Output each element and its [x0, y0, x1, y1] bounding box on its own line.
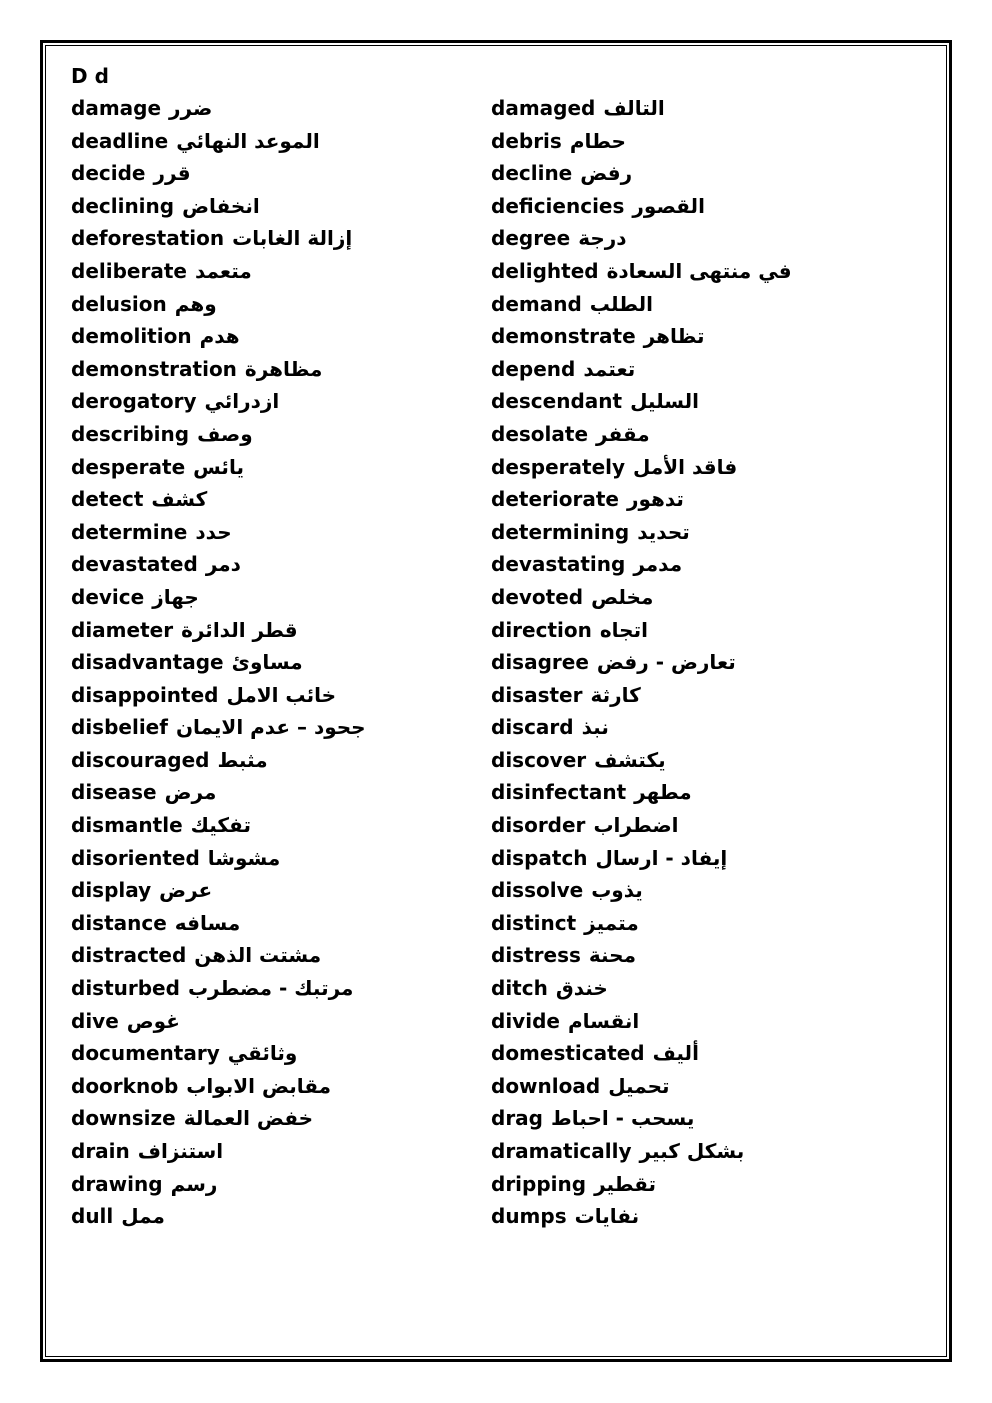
arabic-translation: فاقد الأمل — [633, 454, 738, 479]
arabic-translation: مقفر — [596, 421, 650, 446]
vocab-entry — [491, 616, 901, 649]
vocab-entry — [71, 322, 481, 355]
arabic-translation: خندق — [555, 976, 608, 1001]
arabic-translation: حطام — [569, 128, 626, 153]
arabic-translation: السليل — [630, 389, 699, 414]
vocab-entry — [491, 1039, 901, 1072]
arabic-translation: مقابض الابواب — [186, 1073, 332, 1098]
arabic-translation: يسحب - احباط — [551, 1106, 695, 1131]
section-heading: D d — [71, 64, 109, 88]
english-word: dull — [71, 1204, 114, 1229]
arabic-translation: مشتت الذهن — [194, 943, 322, 968]
arabic-translation: بشكل كبير — [639, 1139, 745, 1163]
arabic-translation: حدد — [195, 519, 232, 544]
vocab-entry — [71, 1007, 481, 1040]
arabic-translation: وصف — [197, 421, 253, 446]
english-word: descendant — [491, 389, 623, 414]
english-word: desperate — [71, 454, 186, 479]
vocab-entry — [71, 681, 481, 714]
arabic-translation: انخفاض — [182, 193, 260, 218]
arabic-translation: كشف — [151, 487, 208, 512]
vocab-entry — [491, 811, 901, 844]
english-word: describing — [71, 421, 190, 446]
arabic-translation: إيفاد - ارسال — [595, 845, 728, 870]
arabic-translation: ممل — [121, 1204, 165, 1229]
english-word: doorknob — [71, 1073, 179, 1098]
english-word: debris — [491, 128, 562, 153]
vocab-entry — [71, 290, 481, 323]
arabic-translation: يكتشف — [594, 747, 666, 772]
arabic-translation: قرر — [153, 161, 191, 186]
vocab-entry — [491, 387, 901, 420]
vocab-entry — [71, 1170, 481, 1203]
english-word: deficiencies — [491, 193, 625, 218]
arabic-translation: نبذ — [581, 715, 609, 740]
arabic-translation: تدهور — [626, 487, 684, 512]
english-word: desolate — [491, 421, 589, 446]
arabic-translation: مخلص — [591, 584, 654, 609]
english-word: dispatch — [491, 845, 588, 870]
arabic-translation: القصور — [632, 193, 705, 218]
vocab-entry — [491, 1104, 901, 1137]
vocab-entry — [71, 550, 481, 583]
vocab-entry — [71, 909, 481, 942]
arabic-translation: رسم — [170, 1171, 218, 1196]
english-word: declining — [71, 193, 175, 218]
vocab-entry — [491, 746, 901, 779]
vocab-entry — [491, 127, 901, 160]
vocab-entry — [491, 1137, 901, 1170]
vocab-entry — [71, 583, 481, 616]
arabic-translation: وثائقي — [227, 1041, 298, 1066]
arabic-translation: جحود – عدم الايمان — [175, 715, 366, 740]
english-word: discard — [491, 715, 574, 740]
english-word: demonstrate — [491, 324, 636, 349]
arabic-translation: محنة — [588, 943, 636, 968]
vocab-entry — [71, 648, 481, 681]
arabic-translation: دمر — [205, 552, 241, 577]
arabic-translation: مرض — [164, 780, 217, 805]
english-word: domesticated — [491, 1041, 645, 1066]
vocab-entry — [491, 648, 901, 681]
vocab-entry — [71, 1137, 481, 1170]
arabic-translation: مساوئ — [231, 650, 303, 675]
arabic-translation: تعتمد — [583, 356, 636, 381]
arabic-translation: قطر الدائرة — [181, 617, 298, 642]
arabic-translation: ضرر — [169, 96, 213, 120]
english-word: device — [71, 584, 145, 609]
english-word: devastating — [491, 552, 626, 577]
arabic-translation: أليف — [652, 1041, 699, 1066]
vocab-entry — [71, 453, 481, 486]
arabic-translation: خفض العمالة — [183, 1106, 314, 1131]
arabic-translation: يذوب — [591, 878, 643, 903]
english-word: dumps — [491, 1204, 567, 1229]
arabic-translation: مدمر — [633, 552, 683, 577]
english-word: damage — [71, 96, 162, 120]
english-word: divide — [491, 1008, 560, 1033]
english-word: deteriorate — [491, 487, 619, 512]
vocab-entry — [491, 420, 901, 453]
vocab-entry — [71, 192, 481, 225]
english-word: devoted — [491, 584, 584, 609]
vocab-entry — [71, 746, 481, 779]
arabic-translation: تحديد — [637, 519, 690, 544]
vocab-entry — [71, 876, 481, 909]
english-word: distance — [71, 910, 167, 935]
english-word: disappointed — [71, 682, 219, 707]
arabic-translation: تظاهر — [643, 324, 705, 349]
vocab-entry — [71, 1039, 481, 1072]
vocab-entry — [71, 387, 481, 420]
vocab-entry — [71, 127, 481, 160]
english-word: detect — [71, 487, 144, 512]
arabic-translation: مرتبك - مضطرب — [187, 976, 354, 1001]
english-word: disinfectant — [491, 780, 627, 805]
english-word: display — [71, 878, 152, 903]
vocab-entry — [71, 778, 481, 811]
english-word: delighted — [491, 258, 599, 283]
vocab-entry — [491, 1202, 901, 1235]
vocab-entry — [491, 583, 901, 616]
arabic-translation: إزالة الغابات — [232, 226, 353, 251]
arabic-translation: عرض — [159, 878, 213, 903]
english-word: damaged — [491, 96, 596, 120]
english-word: dripping — [491, 1171, 587, 1196]
arabic-translation: مشوشا — [207, 845, 281, 870]
vocab-entry — [71, 941, 481, 974]
arabic-translation: اتجاه — [599, 617, 648, 642]
vocab-entry — [491, 1072, 901, 1105]
vocab-entry — [491, 550, 901, 583]
arabic-translation: مطهر — [634, 780, 692, 805]
english-word: disease — [71, 780, 157, 805]
english-word: determining — [491, 519, 630, 544]
vocab-entry — [491, 1170, 901, 1203]
vocab-entry — [71, 159, 481, 192]
english-word: discover — [491, 747, 587, 772]
english-word: diameter — [71, 617, 174, 642]
vocab-entry — [71, 355, 481, 388]
vocab-entry — [71, 616, 481, 649]
arabic-translation: الطلب — [589, 291, 653, 316]
arabic-translation: نفايات — [574, 1204, 640, 1229]
english-word: decide — [71, 161, 146, 186]
english-word: distracted — [71, 943, 187, 968]
english-word: determine — [71, 519, 188, 544]
arabic-translation: متعمد — [194, 258, 252, 283]
arabic-translation: تفكيك — [190, 813, 251, 838]
english-word: dramatically — [491, 1139, 632, 1163]
arabic-translation: ازدرائي — [204, 389, 280, 414]
vocab-entry — [71, 811, 481, 844]
english-word: dismantle — [71, 813, 183, 838]
arabic-translation: رفض — [580, 161, 633, 186]
english-word: desperately — [491, 454, 626, 479]
english-word: downsize — [71, 1106, 176, 1131]
english-word: discouraged — [71, 747, 210, 772]
arabic-translation: مسافه — [174, 910, 241, 935]
english-word: download — [491, 1073, 601, 1098]
english-word: devastated — [71, 552, 198, 577]
arabic-translation: الموعد النهائي — [176, 128, 320, 153]
vocab-entry — [71, 518, 481, 551]
english-word: ditch — [491, 976, 548, 1001]
vocab-entry — [491, 681, 901, 714]
english-word: demonstration — [71, 356, 237, 381]
arabic-translation: كارثة — [590, 682, 641, 707]
english-word: disoriented — [71, 845, 200, 870]
vocab-entry — [491, 355, 901, 388]
vocab-entry — [491, 485, 901, 518]
english-word: drawing — [71, 1171, 163, 1196]
english-word: demand — [491, 291, 582, 316]
arabic-translation: هدم — [199, 324, 240, 349]
vocab-entry — [491, 290, 901, 323]
vocab-entry — [71, 844, 481, 877]
english-word: decline — [491, 161, 573, 186]
arabic-translation: تحميل — [608, 1073, 670, 1098]
english-word: disadvantage — [71, 650, 224, 675]
english-word: delusion — [71, 291, 167, 316]
vocab-entry — [71, 713, 481, 746]
vocab-entry — [491, 224, 901, 257]
vocab-entry — [71, 224, 481, 257]
vocab-entry — [71, 1072, 481, 1105]
vocab-entry — [491, 1007, 901, 1040]
arabic-translation: اضطراب — [593, 813, 679, 838]
arabic-translation: استنزاف — [137, 1139, 224, 1163]
arabic-translation: انقسام — [567, 1008, 640, 1033]
english-word: distress — [491, 943, 581, 968]
arabic-translation: درجة — [578, 226, 627, 251]
arabic-translation: غوص — [126, 1008, 180, 1033]
english-word: demolition — [71, 324, 192, 349]
english-word: derogatory — [71, 389, 197, 414]
vocab-entry — [71, 1104, 481, 1137]
arabic-translation: خائب الامل — [226, 682, 337, 707]
arabic-translation: جهاز — [152, 584, 199, 609]
vocab-entry — [491, 192, 901, 225]
english-word: disbelief — [71, 715, 168, 740]
english-word: drag — [491, 1106, 543, 1131]
vocab-entry — [491, 876, 901, 909]
english-word: disorder — [491, 813, 586, 838]
vocab-entry — [491, 941, 901, 974]
arabic-translation: يائس — [193, 454, 244, 479]
arabic-translation: تقطير — [594, 1171, 657, 1196]
arabic-translation: في منتهى السعادة — [606, 258, 792, 283]
vocab-entry — [491, 713, 901, 746]
english-word: documentary — [71, 1041, 220, 1066]
english-word: distinct — [491, 910, 577, 935]
english-word: depend — [491, 356, 576, 381]
vocab-column-left — [71, 94, 481, 1235]
english-word: disaster — [491, 682, 583, 707]
vocab-column-right — [491, 94, 901, 1235]
vocab-entry — [71, 974, 481, 1007]
english-word: direction — [491, 617, 592, 642]
arabic-translation: التالف — [603, 96, 665, 120]
vocab-entry — [491, 94, 901, 127]
arabic-translation: مثبط — [217, 747, 268, 772]
vocab-entry — [491, 322, 901, 355]
vocab-entry — [491, 844, 901, 877]
english-word: deadline — [71, 128, 169, 153]
vocab-entry — [491, 159, 901, 192]
arabic-translation: وهم — [174, 291, 217, 316]
vocab-entry — [71, 94, 481, 127]
english-word: disagree — [491, 650, 589, 675]
arabic-translation: مظاهرة — [244, 356, 323, 381]
english-word: dive — [71, 1008, 119, 1033]
vocab-entry — [71, 485, 481, 518]
english-word: deliberate — [71, 258, 187, 283]
vocab-entry — [491, 257, 901, 290]
vocab-entry — [71, 420, 481, 453]
arabic-translation: تعارض - رفض — [596, 650, 736, 675]
vocab-entry — [491, 453, 901, 486]
vocab-entry — [491, 974, 901, 1007]
english-word: degree — [491, 226, 571, 251]
vocab-entry — [71, 257, 481, 290]
english-word: dissolve — [491, 878, 584, 903]
english-word: drain — [71, 1139, 130, 1163]
english-word: disturbed — [71, 976, 180, 1001]
vocab-entry — [491, 909, 901, 942]
vocab-entry — [71, 1202, 481, 1235]
arabic-translation: متميز — [584, 910, 639, 935]
english-word: deforestation — [71, 226, 225, 251]
vocab-entry — [491, 518, 901, 551]
vocab-entry — [491, 778, 901, 811]
